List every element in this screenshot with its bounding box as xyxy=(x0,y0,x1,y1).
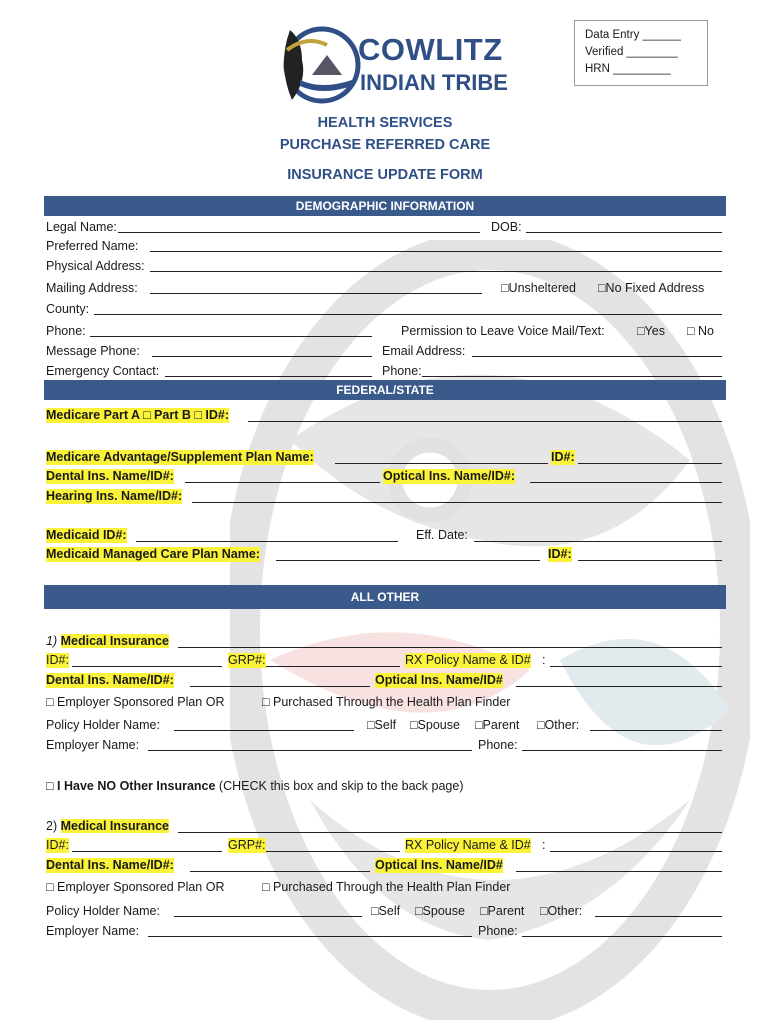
ins2-holder-label: Policy Holder Name: xyxy=(46,904,160,918)
ins2-optical-label: Optical Ins. Name/ID# xyxy=(375,858,503,872)
ins1-other-checkbox[interactable]: □Other: xyxy=(537,718,580,732)
ins2-id-field[interactable] xyxy=(72,851,222,852)
ins1-id-label: ID#: xyxy=(46,653,69,667)
section-demographic: DEMOGRAPHIC INFORMATION xyxy=(44,196,726,216)
ins1-parent-checkbox[interactable]: □Parent xyxy=(475,718,520,732)
ins1-phone-label: Phone: xyxy=(478,738,518,752)
ins1-phone-field[interactable] xyxy=(522,750,722,751)
logo-line1: COWLITZ xyxy=(358,32,503,67)
ins2-employer-plan-checkbox[interactable]: □ Employer Sponsored Plan OR xyxy=(46,880,225,894)
dob-field[interactable] xyxy=(526,232,722,233)
county-field[interactable] xyxy=(94,314,722,315)
section-federal-state: FEDERAL/STATE xyxy=(44,380,726,400)
legal-name-field[interactable] xyxy=(118,232,480,233)
ins1-employer-field[interactable] xyxy=(148,750,472,751)
permission-label: Permission to Leave Voice Mail/Text: xyxy=(401,324,605,338)
ins1-dental-field[interactable] xyxy=(190,686,370,687)
ins2-optical-field[interactable] xyxy=(516,871,722,872)
medical-insurance-1-field[interactable] xyxy=(178,647,722,648)
insurance-1-number: 1) xyxy=(46,634,58,648)
physical-address-label: Physical Address: xyxy=(46,259,145,273)
ins1-id-field[interactable] xyxy=(72,666,222,667)
email-label: Email Address: xyxy=(382,344,466,358)
phone-field[interactable] xyxy=(90,336,372,337)
ins1-employer-label: Employer Name: xyxy=(46,738,140,752)
ins1-spouse-checkbox[interactable]: □Spouse xyxy=(410,718,460,732)
ins2-employer-field[interactable] xyxy=(148,936,472,937)
message-phone-label: Message Phone: xyxy=(46,344,140,358)
ins1-grp-field[interactable] xyxy=(266,666,400,667)
ins1-holder-field[interactable] xyxy=(174,730,354,731)
emergency-contact-label: Emergency Contact: xyxy=(46,364,160,378)
ins2-other-checkbox[interactable]: □Other: xyxy=(540,904,583,918)
advantage-id-field[interactable] xyxy=(578,463,722,464)
legal-name-label: Legal Name: xyxy=(46,220,117,234)
ins1-rx-field[interactable] xyxy=(550,666,722,667)
emergency-phone-label: Phone: xyxy=(382,364,422,378)
eff-date-label: Eff. Date: xyxy=(416,528,468,542)
ins1-employer-plan-checkbox[interactable]: □ Employer Sponsored Plan OR xyxy=(46,695,225,709)
ins2-dental-field[interactable] xyxy=(190,871,370,872)
medical-insurance-2-label xyxy=(46,819,169,834)
managed-id-label: ID#: xyxy=(548,547,572,561)
ins1-rx-label: RX Policy Name & ID# xyxy=(405,653,531,667)
medicare-advantage-field[interactable] xyxy=(335,463,548,464)
ins2-rx-colon: : xyxy=(542,838,546,852)
unsheltered-checkbox[interactable]: □Unsheltered xyxy=(501,281,576,295)
medicaid-id-field[interactable] xyxy=(136,541,398,542)
ins2-holder-field[interactable] xyxy=(174,916,362,917)
no-other-insurance-checkbox[interactable] xyxy=(46,779,464,794)
emergency-contact-field[interactable] xyxy=(165,376,372,377)
dob-label: DOB: xyxy=(491,220,522,234)
data-entry-label: Data Entry ______ xyxy=(585,29,681,41)
ins2-rx-label: RX Policy Name & ID# xyxy=(405,838,531,852)
fed-dental-field[interactable] xyxy=(185,482,380,483)
voicemail-no-checkbox[interactable]: □ No xyxy=(687,324,715,338)
ins1-grp-label: GRP#: xyxy=(228,653,266,667)
physical-address-field[interactable] xyxy=(150,271,722,272)
fed-optical-field[interactable] xyxy=(530,482,722,483)
title-health-services: HEALTH SERVICES xyxy=(317,115,453,131)
ins1-other-field[interactable] xyxy=(590,730,722,731)
mailing-address-field[interactable] xyxy=(150,293,482,294)
county-label: County: xyxy=(46,302,90,316)
email-field[interactable] xyxy=(472,356,722,357)
ins1-dental-label: Dental Ins. Name/ID#: xyxy=(46,673,174,687)
logo-line2: INDIAN TRIBE xyxy=(360,70,508,95)
managed-care-label: Medicaid Managed Care Plan Name: xyxy=(46,547,260,561)
medicare-label: Medicare Part A □ Part B □ ID#: xyxy=(46,408,229,422)
verified-label: Verified ________ xyxy=(585,46,678,58)
ins2-dental-label: Dental Ins. Name/ID#: xyxy=(46,858,174,872)
no-fixed-address-checkbox[interactable]: □No Fixed Address xyxy=(598,281,705,295)
ins1-holder-label: Policy Holder Name: xyxy=(46,718,160,732)
ins2-spouse-checkbox[interactable]: □Spouse xyxy=(415,904,465,918)
message-phone-field[interactable] xyxy=(152,356,372,357)
ins2-phone-label: Phone: xyxy=(478,924,518,938)
medicaid-id-label: Medicaid ID#: xyxy=(46,528,127,542)
voicemail-yes-checkbox[interactable]: □Yes xyxy=(637,324,665,338)
tribal-art-watermark xyxy=(230,240,750,1020)
ins2-purchased-checkbox[interactable]: □ Purchased Through the Health Plan Finder xyxy=(262,880,511,894)
title-prc: PURCHASE REFERRED CARE xyxy=(279,137,491,153)
medicare-id-field[interactable] xyxy=(248,421,722,422)
hrn-label: HRN _________ xyxy=(585,63,671,75)
medical-insurance-2-field[interactable] xyxy=(178,832,722,833)
emergency-phone-field[interactable] xyxy=(422,376,722,377)
medicare-advantage-label: Medicare Advantage/Supplement Plan Name: xyxy=(46,450,314,464)
salmon-logo-icon xyxy=(272,20,362,110)
no-insurance-bold: I Have NO Other Insurance xyxy=(57,779,216,793)
title-form: INSURANCE UPDATE FORM xyxy=(287,167,483,183)
section-all-other: ALL OTHER xyxy=(44,585,726,609)
fed-optical-label: Optical Ins. Name/ID#: xyxy=(383,469,515,483)
no-insurance-note: (CHECK this box and skip to the back page) xyxy=(218,779,464,793)
medical-insurance-1-label xyxy=(46,634,169,649)
mailing-address-label: Mailing Address: xyxy=(46,281,138,295)
office-use-box xyxy=(574,20,708,86)
ins2-other-field[interactable] xyxy=(595,916,722,917)
phone-label: Phone: xyxy=(46,324,86,338)
tribe-logo xyxy=(272,20,512,110)
ins1-optical-field[interactable] xyxy=(516,686,722,687)
ins1-self-checkbox[interactable]: □Self xyxy=(367,718,397,732)
ins2-rx-field[interactable] xyxy=(550,851,722,852)
managed-id-field[interactable] xyxy=(578,560,722,561)
advantage-id-label: ID#: xyxy=(551,450,575,464)
ins1-purchased-checkbox[interactable]: □ Purchased Through the Health Plan Finder xyxy=(262,695,511,709)
hearing-label: Hearing Ins. Name/ID#: xyxy=(46,489,183,503)
ins1-optical-label: Optical Ins. Name/ID# xyxy=(375,673,503,687)
ins2-parent-checkbox[interactable]: □Parent xyxy=(480,904,525,918)
ins2-employer-label: Employer Name: xyxy=(46,924,140,938)
no-insurance-box: □ xyxy=(46,779,54,793)
preferred-name-field[interactable] xyxy=(150,251,722,252)
hearing-field[interactable] xyxy=(192,502,722,503)
ins2-phone-field[interactable] xyxy=(522,936,722,937)
insurance-2-number: 2) xyxy=(46,819,58,833)
insurance-1-title: Medical Insurance xyxy=(60,634,169,648)
preferred-name-label: Preferred Name: xyxy=(46,239,139,253)
eff-date-field[interactable] xyxy=(474,541,722,542)
ins2-id-label: ID#: xyxy=(46,838,69,852)
ins2-grp-field[interactable] xyxy=(266,851,400,852)
insurance-2-title: Medical Insurance xyxy=(60,819,169,833)
ins2-grp-label: GRP#: xyxy=(228,838,266,852)
ins1-rx-colon: : xyxy=(542,653,546,667)
managed-care-field[interactable] xyxy=(276,560,540,561)
ins2-self-checkbox[interactable]: □Self xyxy=(371,904,401,918)
fed-dental-label: Dental Ins. Name/ID#: xyxy=(46,469,174,483)
